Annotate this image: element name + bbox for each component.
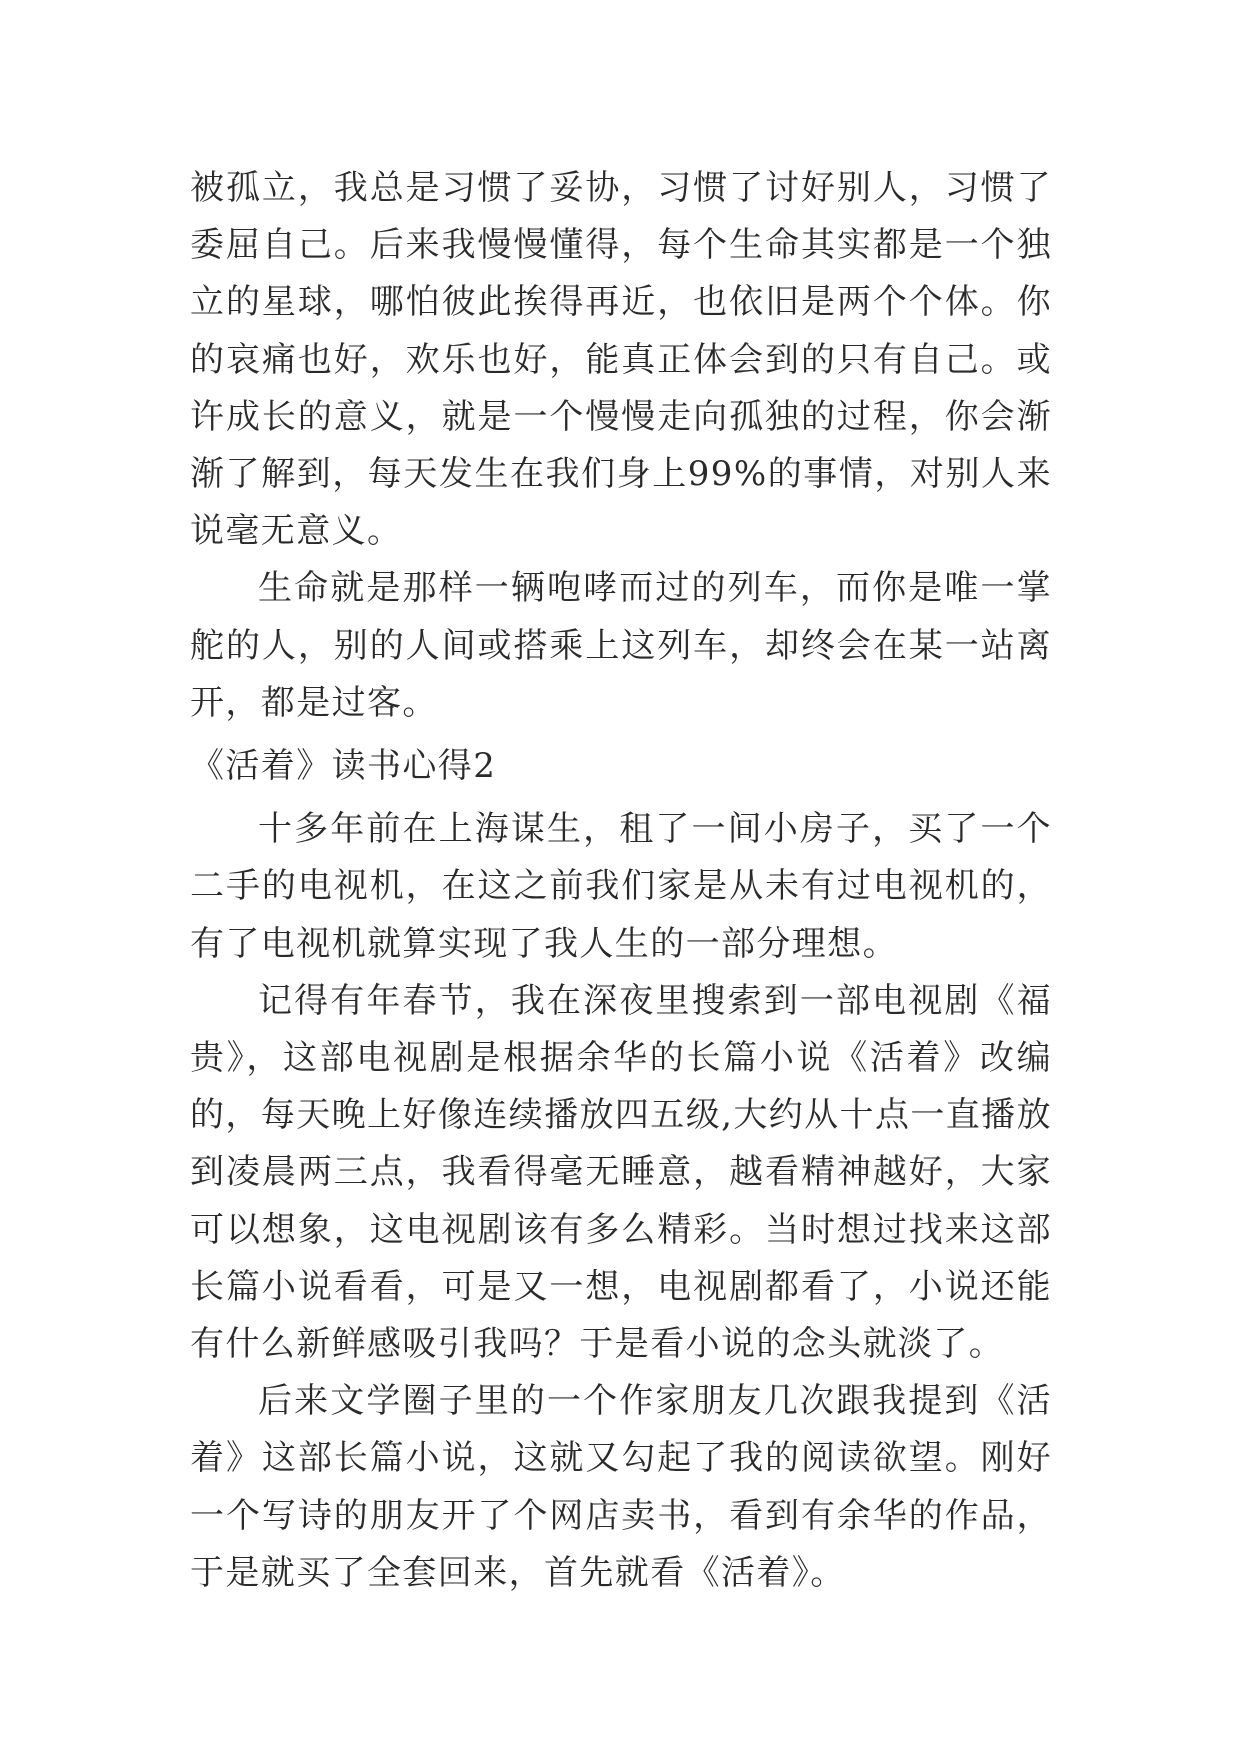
section-heading: 《活着》读书心得2 xyxy=(190,746,497,787)
document-body xyxy=(190,160,1052,1602)
paragraph-shanghai-tv: 十多年前在上海谋生，租了一间小房子，买了一个二手的电视机，在这之前我们家是从未有过电视机的，有了电视机就算实现了我人生的一部分理想。 xyxy=(190,809,1052,964)
paragraph-train-metaphor: 生命就是那样一辆咆哮而过的列车，而你是唯一掌舵的人，别的人间或搭乘上这列车，却终会在某一站离开，都是过客。 xyxy=(190,568,1052,723)
paragraph-spring-festival: 记得有年春节，我在深夜里搜索到一部电视剧《福贵》，这部电视剧是根据余华的长篇小说《活着》改编的，每天晚上好像连续播放四五级,大约从十点一直播放到凌晨两三点，我看得毫无睡意，越看精神越好，大家可以想象，这电视剧该有多么精彩。当时想过找来这部长篇小说看看，可是又一想，电视剧都看了，小说还能有什么新鲜感吸引我吗？于是看小说的念头就淡了。 xyxy=(190,980,1052,1365)
paragraph-writer-friend: 后来文学圈子里的一个作家朋友几次跟我提到《活着》这部长篇小说，这就又勾起了我的阅读欲望。刚好一个写诗的朋友开了个网店卖书，看到有余华的作品，于是就买了全套回来，首先就看《活着》。 xyxy=(190,1381,1052,1593)
paragraph-continuation: 被孤立，我总是习惯了妥协，习惯了讨好别人，习惯了委屈自己。后来我慢慢懂得，每个生命其实都是一个独立的星球，哪怕彼此挨得再近，也依旧是两个个体。你的哀痛也好，欢乐也好，能真正体会到的只有自己。或许成长的意义，就是一个慢慢走向孤独的过程，你会渐渐了解到，每天发生在我们身上99%的事情，对别人来说毫无意义。 xyxy=(190,168,1052,552)
